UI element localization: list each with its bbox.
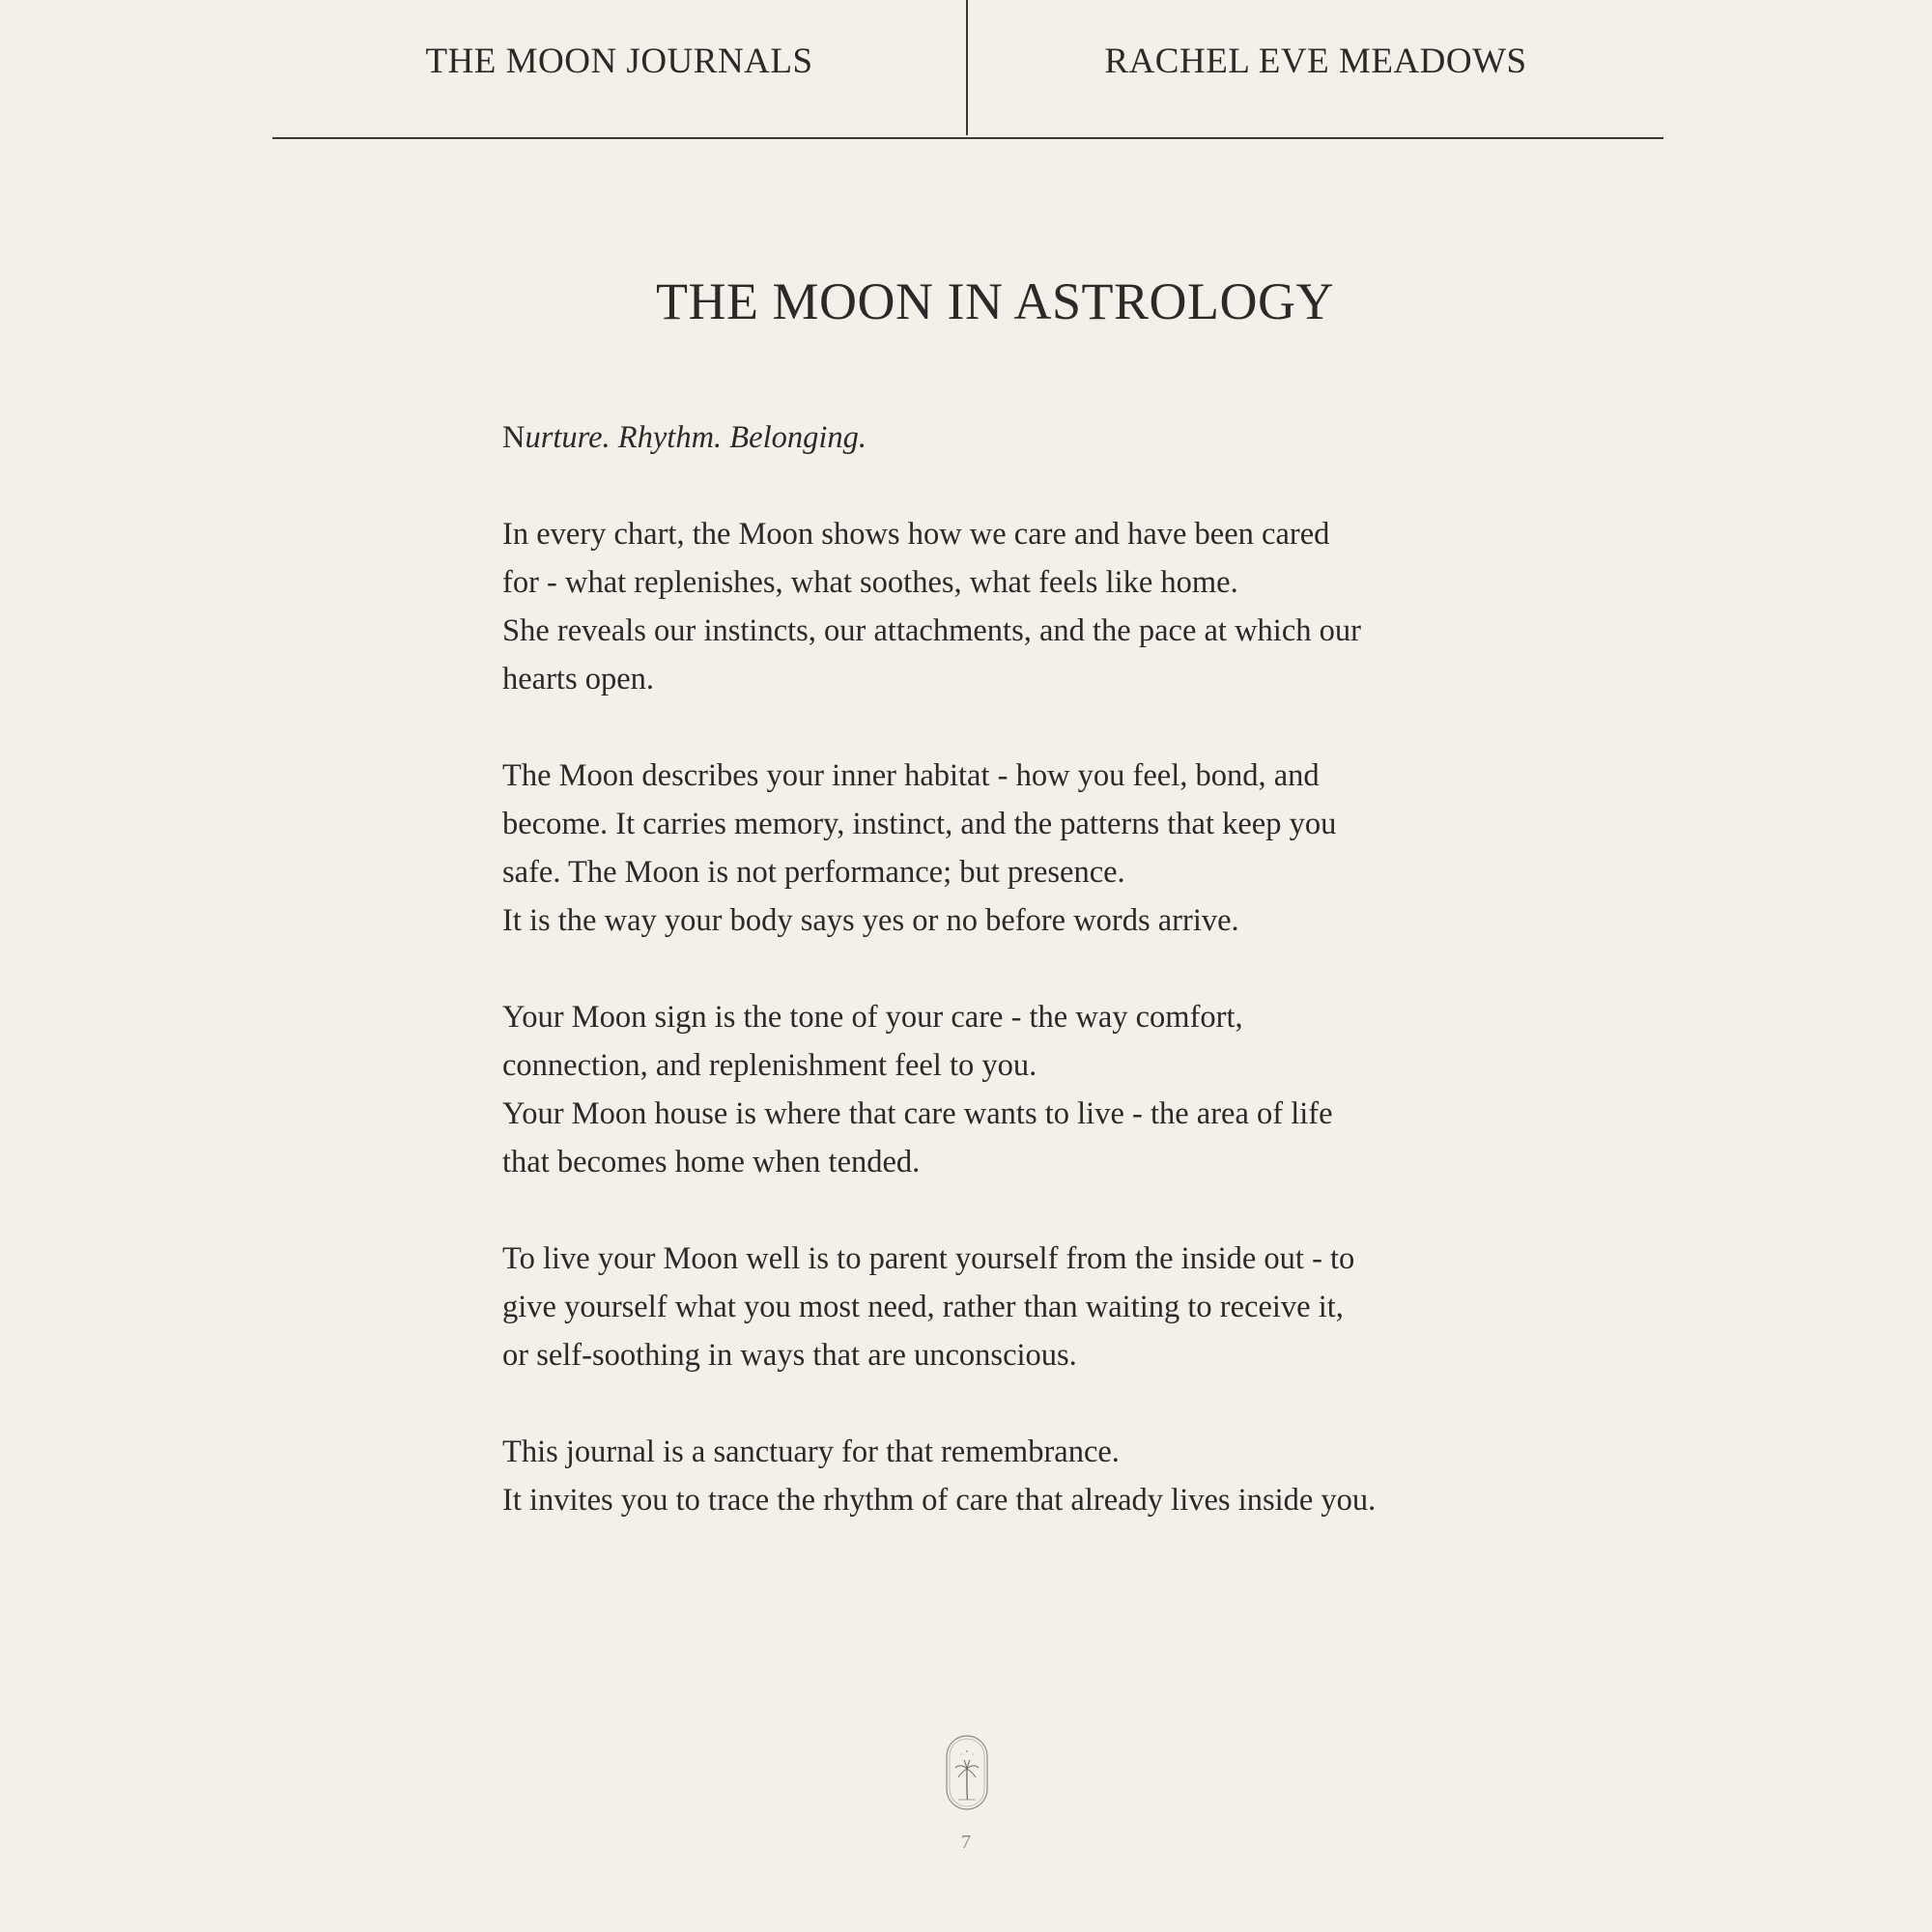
page-title: THE MOON IN ASTROLOGY	[656, 272, 1334, 330]
paragraph-line: It invites you to trace the rhythm of care that already lives inside you.	[502, 1483, 1377, 1518]
paragraph-line: In every chart, the Moon shows how we care and have been cared	[502, 517, 1330, 552]
paragraph-line: become. It carries memory, instinct, and the patterns that keep you	[502, 807, 1337, 841]
paragraph-line: The Moon describes your inner habitat - how you feel, bond, and	[502, 758, 1320, 793]
paragraph	[502, 1428, 1468, 1524]
tagline-initial: N	[502, 420, 526, 455]
paragraph	[502, 510, 1468, 703]
paragraph	[502, 993, 1468, 1186]
paragraph	[502, 752, 1468, 945]
paragraph-line: Your Moon sign is the tone of your care - the way comfort,	[502, 1000, 1243, 1035]
paragraph-line: that becomes home when tended.	[502, 1145, 921, 1179]
paragraph	[502, 1235, 1468, 1379]
paragraph-line: She reveals our instincts, our attachments, and the pace at which our	[502, 613, 1361, 648]
tagline	[502, 413, 1468, 462]
journal-series-title: THE MOON JOURNALS	[425, 42, 813, 81]
paragraph-line: safe. The Moon is not performance; but presence.	[502, 855, 1125, 890]
paragraph-line: It is the way your body says yes or no before words arrive.	[502, 903, 1239, 938]
tagline-rest: urture. Rhythm. Belonging.	[525, 420, 867, 455]
paragraph-line: for - what replenishes, what soothes, what feels like home.	[502, 565, 1238, 600]
author-name: RACHEL EVE MEADOWS	[1104, 42, 1527, 81]
paragraph-line: connection, and replenishment feel to you.	[502, 1048, 1037, 1083]
paragraph-line: hearts open.	[502, 662, 655, 696]
body-text	[502, 413, 1468, 1573]
paragraph-line: give yourself what you most need, rather than waiting to receive it,	[502, 1290, 1344, 1324]
running-header	[272, 0, 1663, 139]
page-number: 7	[961, 1832, 971, 1853]
paragraph-line: To live your Moon well is to parent yourself from the inside out - to	[502, 1241, 1355, 1276]
paragraph-line: Your Moon house is where that care wants to live - the area of life	[502, 1096, 1333, 1131]
paragraph-line: or self-soothing in ways that are unconscious.	[502, 1338, 1077, 1373]
paragraph-line: This journal is a sanctuary for that remembrance.	[502, 1435, 1120, 1469]
palm-tree-arch-icon	[945, 1734, 989, 1811]
